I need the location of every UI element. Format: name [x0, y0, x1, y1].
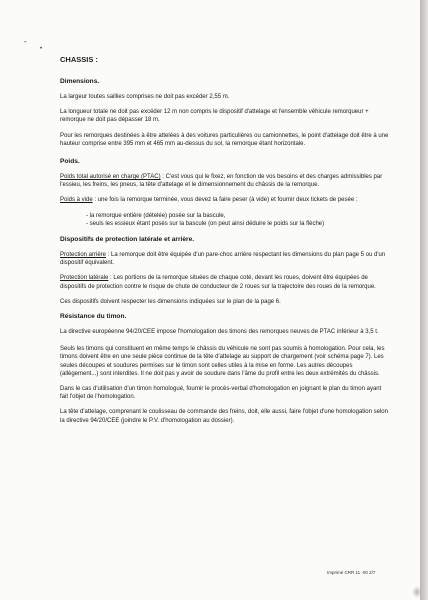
margin-dot: • — [40, 46, 43, 52]
paragraph: Ces dispositifs doivent respecter les dimensions indiquées sur le plan de la page 6. — [60, 298, 281, 305]
paragraph-poids-vide — [60, 196, 390, 204]
term-poids-vide: Poids à vide — [60, 197, 93, 204]
paragraph-ptac — [60, 173, 390, 189]
heading-poids: Poids. — [60, 158, 80, 166]
paragraph-protection-laterale — [60, 274, 390, 290]
heading-dimensions: Dimensions. — [60, 78, 100, 85]
paragraph: La tête d'attelage, comprenant le coulisseau de commande des freins, doit, elle aussi, faire l'objet d'une homologation selon la directive 94/20/CEE (joindre le P.V. d'homologation au dossier). — [60, 409, 388, 424]
paragraph: La longueur totale ne doit pas excéder 12 m non compris le dispositif d'attelage et l'ensemble véhicule remorqueur + remorque ne doit pas dépasser 18 m. — [60, 109, 369, 124]
page-title: CHASSIS : — [60, 55, 98, 64]
term-protection-laterale: Protection latérale — [60, 275, 109, 282]
list-item: - la remorque entière (dételée) posée sur la bascule, — [86, 212, 226, 219]
pesee-list — [60, 212, 390, 228]
heading-timon: Résistance du timon. — [60, 313, 127, 321]
paragraph: La largeur toutes saillies comprises ne doit pas excéder 2,55 m. — [60, 94, 230, 100]
paragraph: Seuls les timons qui constituent en même temps le châssis du véhicule ne sont pas soumis à homologation. Pour cela, les timons doivent être en une seule pièce continue de la tête d'attelage au support de chargement (voir schéma page 7). Les seules découpes et soudures permises sur le timon sont celles utiles à la mise en forme. Les autres découpes (allègement...) sont interdites. Il ne doit pas y avoir de soudure dans l'âme du profil entre les deux extrémités du châssis. — [60, 346, 385, 377]
poids-vide-text: : une fois la remorque terminée, vous devez la faire peser (à vide) et fournir deux tickets de pesée : — [92, 197, 358, 204]
paper-stain — [412, 586, 422, 598]
list-item: - seuls les essieux étant posés sur la bascule (on peut ainsi déduire le poids sur la flèche) — [86, 220, 325, 227]
page-footer: Imprimé CRR 11 -00 2/7 — [327, 570, 376, 575]
paper-edge — [420, 0, 428, 600]
paragraph: Pour les remorques destinées à être attelées à des voitures particulières ou camionnettes, le point d'attelage doit être à une hauteur comprise entre 395 mm et 465 mm au-dessus du sol, la remorque étant horizontale. — [60, 132, 389, 147]
heading-protection: Dispositifs de protection latérale et arrière. — [60, 236, 195, 244]
ptac-text: : C'est vous qui le fixez, en fonction de vos besoins et des charges admissibles par l'essieu, les freins, les pneus, la tête d'attelage et le dimensionnement du châssis de la remorque. — [60, 174, 383, 189]
protection-laterale-text: : Les portions de la remorque situées de chaque coté, devant les roues, doivent être équipées de dispositifs de protection contre le risque de chute de conducteur de 2 roues sur la trajectoire des roues de la remorque. — [60, 275, 376, 290]
paragraph-protection-arriere — [60, 251, 390, 267]
paragraph: Dans le cas d'utilisation d'un timon homologué, fournir le procès-verbal d'homologation en joignant le plan du timon ayant fait l'objet de l'homologation. — [60, 386, 382, 401]
term-protection-arriere: Protection arrière — [60, 252, 107, 259]
margin-mark: - — [24, 37, 27, 46]
protection-arriere-text: : La remorque doit être équipée d'un pare-choc arrière respectant les dimensions du plan page 5 ou d'un dispositif équivalent. — [60, 252, 386, 267]
paragraph: La directive européenne 94/20/CEE impose l'homologation des timons des remorques neuves de PTAC inférieur à 3,5 t. — [60, 329, 379, 336]
term-ptac: Poids total autorisé en charge (PTAC) — [60, 174, 161, 181]
document-body — [60, 55, 390, 432]
